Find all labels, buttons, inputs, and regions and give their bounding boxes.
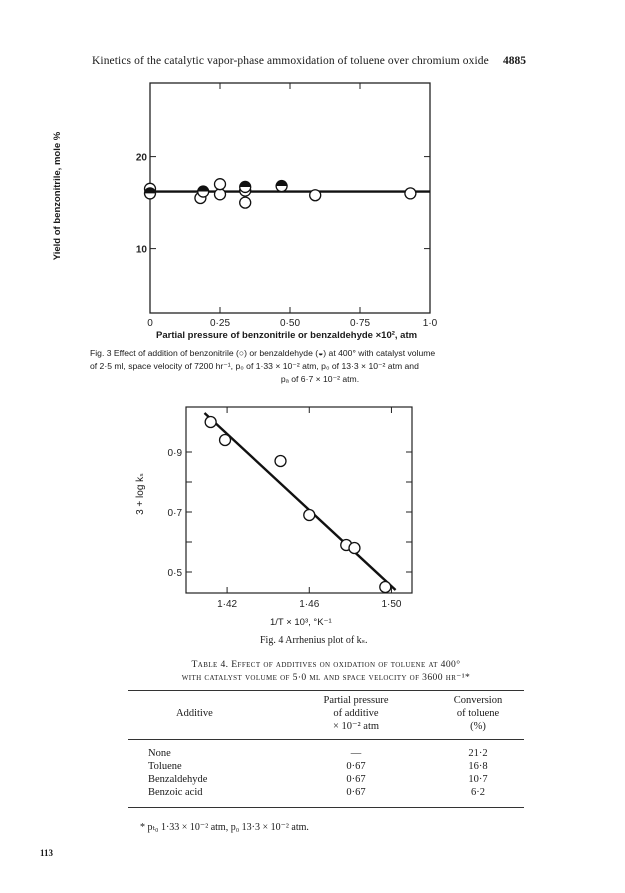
data-point bbox=[304, 510, 315, 521]
col-additive-header: Additive bbox=[176, 708, 213, 719]
figure-3-caption-line-1: Fig. 3 Effect of addition of benzonitrile (○) or benzaldehyde (◒) at 400° with catalyst volume bbox=[90, 348, 436, 358]
col-conversion-header-line-1: Conversion bbox=[453, 695, 503, 706]
y-tick-label: 0·7 bbox=[167, 508, 182, 519]
x-tick-label: 1·46 bbox=[299, 599, 320, 610]
fit-line bbox=[204, 413, 395, 590]
y-tick-label: 20 bbox=[135, 152, 147, 164]
running-header: Kinetics of the catalytic vapor-phase ammoxidation of toluene over chromium oxide bbox=[92, 55, 489, 67]
cell-conversion: 21·2 bbox=[468, 748, 488, 759]
figure-4-caption: Fig. 4 Arrhenius plot of kₛ. bbox=[260, 635, 368, 646]
data-point bbox=[349, 543, 360, 554]
data-point-benzonitrile bbox=[240, 197, 251, 208]
figure-3-y-label: Yield of benzonitrile, mole % bbox=[52, 131, 63, 261]
figure-3-frame bbox=[150, 83, 430, 313]
figure-4-plot bbox=[0, 395, 625, 645]
col-conversion-header-line-2: of toluene bbox=[456, 708, 500, 719]
x-tick-label: 1·0 bbox=[422, 318, 438, 329]
table-top-rule bbox=[128, 690, 524, 691]
cell-pressure: — bbox=[350, 748, 362, 759]
data-point-benzonitrile bbox=[310, 190, 321, 201]
cell-additive: Toluene bbox=[148, 761, 182, 772]
cell-pressure: 0·67 bbox=[346, 774, 366, 785]
table-4-footnote: * pₜ₀ 1·33 × 10⁻² atm, p₀ 13·3 × 10⁻² atm. bbox=[140, 822, 309, 833]
footer-page-label: 113 bbox=[40, 848, 54, 858]
col-pressure-header-line-3: × 10⁻² atm bbox=[332, 721, 380, 732]
y-tick-label: 0·9 bbox=[167, 448, 182, 459]
x-tick-label: 1·50 bbox=[381, 599, 402, 610]
page-number: 4885 bbox=[503, 55, 526, 67]
data-point-benzonitrile bbox=[405, 188, 416, 199]
data-point bbox=[220, 435, 231, 446]
cell-conversion: 16·8 bbox=[468, 761, 488, 772]
col-pressure-header-line-1: Partial pressure bbox=[323, 695, 389, 706]
table-row bbox=[128, 760, 524, 773]
data-point bbox=[205, 417, 216, 428]
x-tick-label: 0 bbox=[147, 318, 153, 329]
table-header-rule bbox=[128, 739, 524, 740]
col-conversion-header bbox=[428, 694, 528, 733]
table-bottom-rule bbox=[128, 807, 524, 808]
x-tick-label: 1·42 bbox=[217, 599, 238, 610]
cell-conversion: 10·7 bbox=[468, 774, 488, 785]
x-tick-label: 0·75 bbox=[349, 318, 371, 329]
table-row bbox=[128, 786, 524, 799]
x-tick-label: 0·50 bbox=[279, 318, 301, 329]
table-4-header bbox=[128, 694, 524, 734]
figure-3-x-label: Partial pressure of benzonitrile or benzaldehyde ×10², atm bbox=[156, 330, 418, 341]
figure-4-y-label: 3 + log kₛ bbox=[135, 473, 146, 515]
data-point bbox=[380, 582, 391, 593]
cell-conversion: 6·2 bbox=[471, 787, 485, 798]
col-conversion-header-line-3: (%) bbox=[470, 721, 486, 732]
table-row bbox=[128, 747, 524, 760]
cell-additive: None bbox=[148, 748, 171, 759]
cell-additive: Benzoic acid bbox=[148, 787, 203, 798]
cell-pressure: 0·67 bbox=[346, 787, 366, 798]
col-pressure-header bbox=[296, 694, 416, 733]
cell-additive: Benzaldehyde bbox=[148, 774, 208, 785]
figure-3-caption-line-2: of 2·5 ml, space velocity of 7200 hr⁻¹, p₀ of 1·33 × 10⁻² atm, p₀ of 13·3 × 10⁻² atm and bbox=[90, 361, 419, 371]
data-point-benzonitrile bbox=[215, 189, 226, 200]
table-row bbox=[128, 773, 524, 786]
data-point bbox=[275, 456, 286, 467]
cell-pressure: 0·67 bbox=[346, 761, 366, 772]
table-4-body bbox=[128, 747, 524, 799]
figure-4-x-label: 1/T × 10³, °K⁻¹ bbox=[270, 617, 332, 628]
y-tick-label: 0·5 bbox=[167, 568, 182, 579]
data-point-benzonitrile bbox=[215, 179, 226, 190]
x-tick-label: 0·25 bbox=[209, 318, 231, 329]
col-pressure-header-line-2: of additive bbox=[333, 708, 379, 719]
figure-3-caption-line-3: pₐ of 6·7 × 10⁻² atm. bbox=[280, 374, 360, 384]
table-4-title-line-2: with catalyst volume of 5·0 ml and space velocity of 3600 hr⁻¹* bbox=[181, 672, 471, 683]
y-tick-label: 10 bbox=[135, 244, 147, 256]
table-4-title-line-1: Table 4. Effect of additives on oxidation of toluene at 400° bbox=[191, 659, 461, 670]
